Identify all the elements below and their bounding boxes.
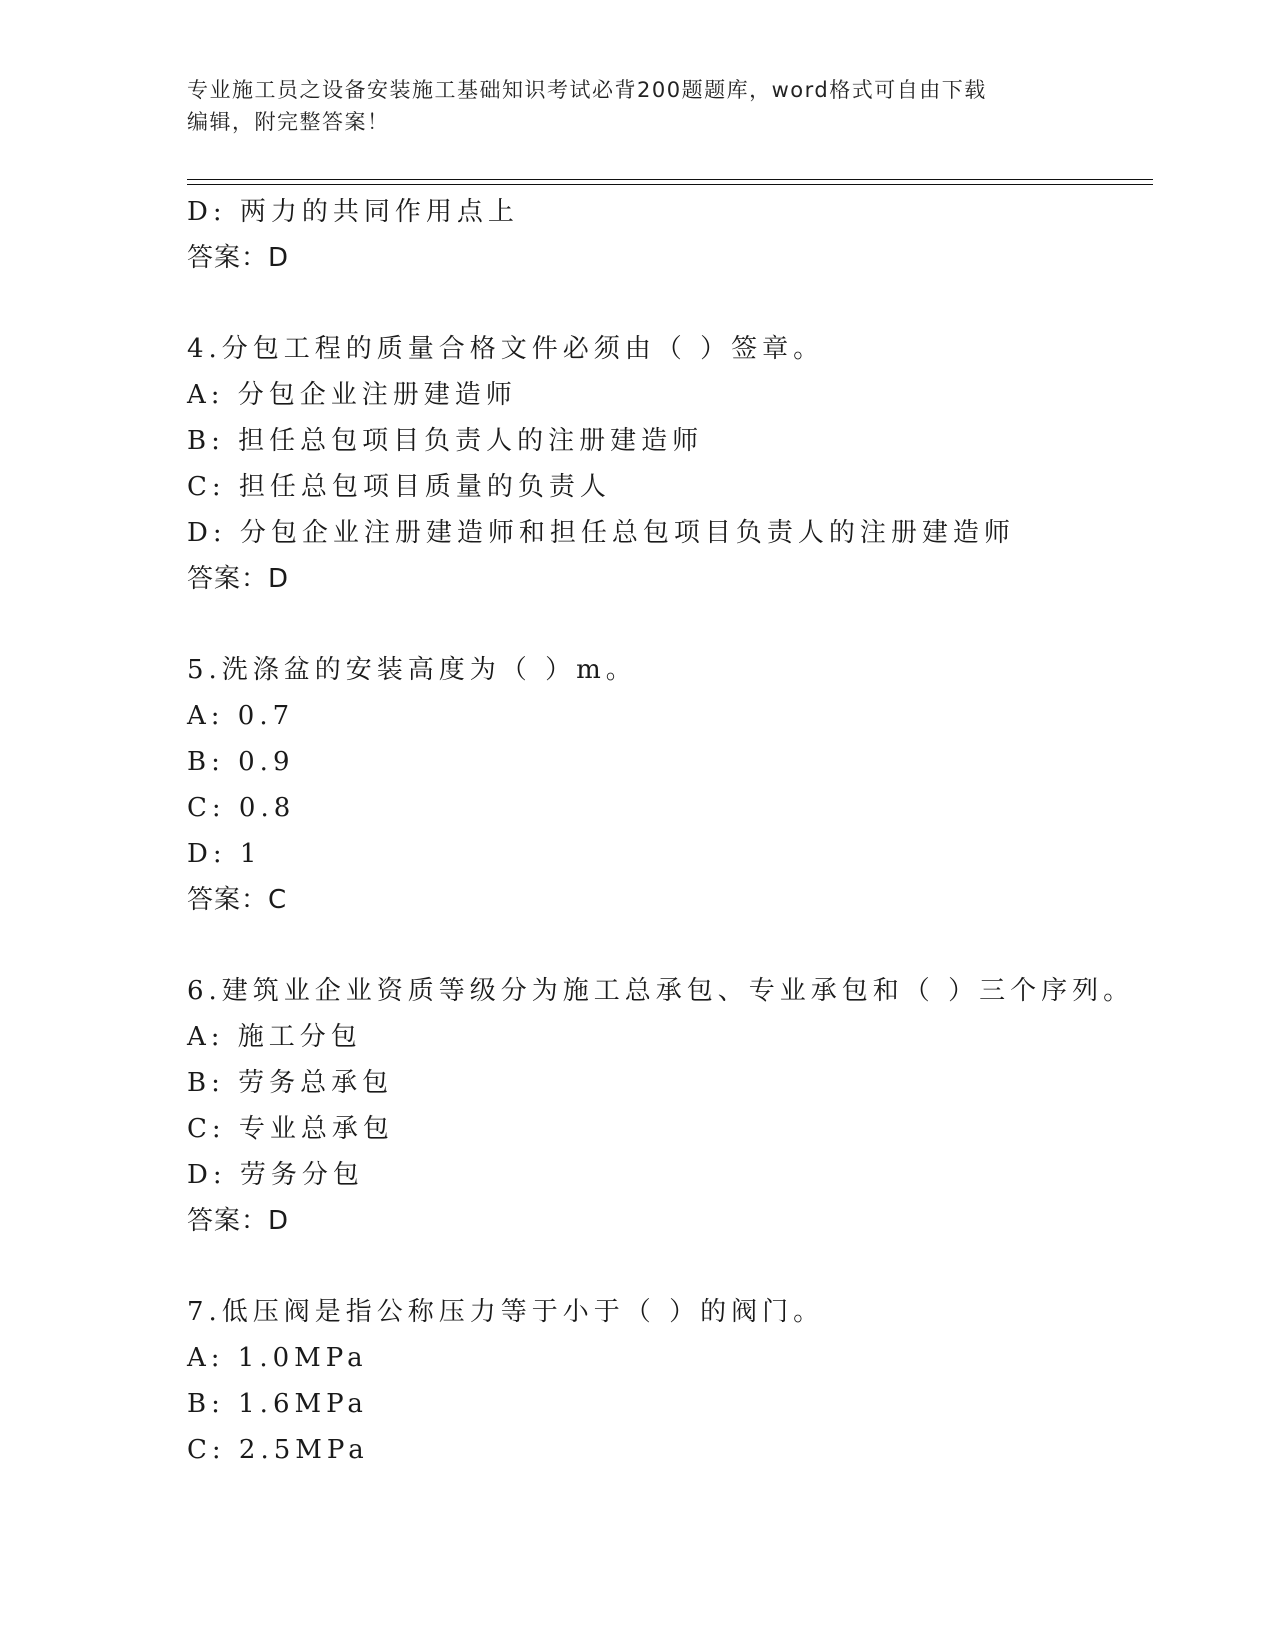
question-4-option-d: D: 分包企业注册建造师和担任总包项目负责人的注册建造师 [187, 518, 1015, 548]
question-5-option-d: D: 1 [187, 839, 262, 869]
question-7-option-c: C: 2.5MPa [187, 1435, 369, 1465]
question-5-stem: 5.洗涤盆的安装高度为（ ）m。 [187, 655, 637, 685]
question-5-option-b: B: 0.9 [187, 747, 295, 777]
question-4-stem: 4.分包工程的质量合格文件必须由（ ）签章。 [187, 334, 825, 364]
header-title-line-2: 编辑，附完整答案！ [187, 110, 390, 134]
question-6-option-a: A: 施工分包 [187, 1022, 362, 1052]
question-6-option-d: D: 劳务分包 [187, 1160, 364, 1190]
question-6-option-c: C: 专业总承包 [187, 1114, 394, 1144]
question-5-option-c: C: 0.8 [187, 793, 296, 823]
question-6-stem: 6.建筑业企业资质等级分为施工总承包、专业承包和（ ）三个序列。 [187, 976, 1135, 1006]
question-7-option-a: A: 1.0MPa [187, 1343, 368, 1373]
question-4-answer: 答案：D [187, 564, 290, 594]
header-divider-bottom [187, 184, 1153, 185]
question-4-option-c: C: 担任总包项目质量的负责人 [187, 472, 611, 502]
question-5-option-a: A: 0.7 [187, 701, 295, 731]
question-spacer [187, 281, 1153, 326]
question-6-option-b: B: 劳务总承包 [187, 1068, 394, 1098]
question-list [187, 189, 1153, 1473]
question-4-option-a: A: 分包企业注册建造师 [187, 380, 517, 410]
answer-text: 答案：D [187, 243, 290, 273]
document-header [187, 74, 1067, 138]
header-title-line-1: 专业施工员之设备安装施工基础知识考试必背200题题库，word格式可自由下载 [187, 78, 987, 102]
question-4-option-b: B: 担任总包项目负责人的注册建造师 [187, 426, 704, 456]
question-6-answer: 答案：D [187, 1206, 290, 1236]
question-spacer [187, 1244, 1153, 1289]
question-spacer [187, 602, 1153, 647]
question-5-answer: 答案：C [187, 885, 288, 915]
header-divider-top [187, 179, 1153, 180]
option-d: D: 两力的共同作用点上 [187, 197, 519, 227]
question-spacer [187, 923, 1153, 968]
question-7-option-b: B: 1.6MPa [187, 1389, 368, 1419]
question-7-stem: 7.低压阀是指公称压力等于小于（ ）的阀门。 [187, 1297, 825, 1327]
